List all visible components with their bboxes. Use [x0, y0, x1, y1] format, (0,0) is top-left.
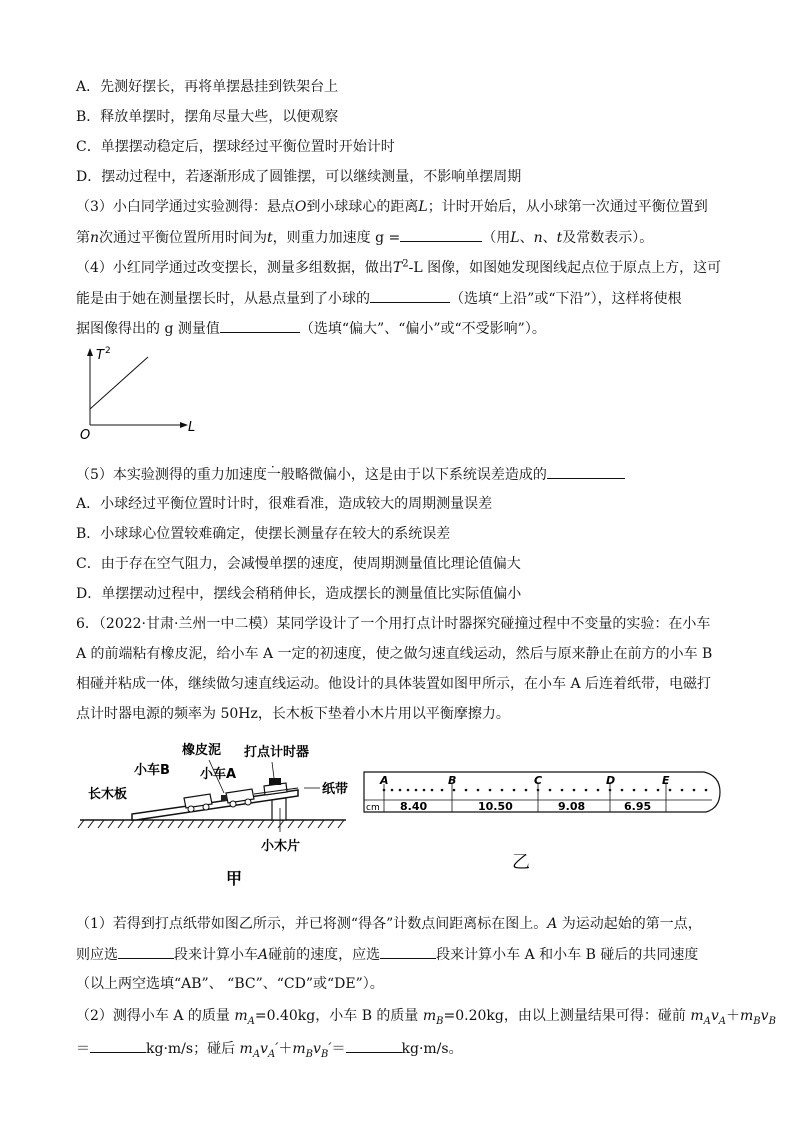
q6-1-text: 则应选: [76, 947, 118, 963]
label-block: 小木片: [261, 839, 301, 854]
point-a: A: [380, 774, 389, 787]
point-c: C: [534, 774, 543, 787]
q6-1-var-a: A: [258, 947, 269, 963]
q4-line1: [76, 258, 721, 278]
q4-line3: [76, 318, 546, 339]
q3-text: 及常数表示）。: [562, 230, 654, 246]
figure-yi: [362, 770, 732, 878]
q6-2-text: kg·m/s；碰后: [146, 1041, 240, 1057]
q4-line2: [76, 288, 682, 309]
x-arrow: [180, 422, 188, 428]
q6-1-text: （1）若得到打点纸带如图乙所示，并已将测“得各”计数点间距离标在图上。: [76, 916, 548, 932]
q5-option-a: A．小球经过平衡位置时计时，很难看准，造成较大的周期测量误差: [76, 496, 493, 512]
momentum-after-b: $m_Bv_B'$: [292, 1041, 332, 1060]
q6-1-line1: [76, 914, 702, 934]
distance-ab: 8.40: [400, 800, 428, 813]
q6-2-text: =0.20kg，由以上测量结果可得：碰前: [443, 1008, 691, 1024]
answer-blank[interactable]: [400, 227, 482, 242]
q5-option-c: C．由于存在空气阻力，会减慢单摆的速度，使周期测量值比理论值偏大: [76, 556, 521, 572]
q3-text: （3）小白同学通过实验测得：悬点: [76, 199, 295, 215]
q4-sup: 2: [402, 258, 409, 270]
q6-1-text: 段来计算小车: [174, 947, 258, 963]
option-a: A．先测好摆长，再将单摆悬挂到铁架台上: [76, 79, 339, 95]
q3-text: （用: [482, 230, 511, 246]
q6-line2: A 的前端粘有橡皮泥，给小车 A 一定的初速度，使之做匀速直线运动，然后与原来静止在前方的小车 B: [76, 646, 713, 662]
q3-var-t: t: [556, 230, 563, 246]
answer-blank[interactable]: [370, 288, 450, 303]
figure-jia: [76, 738, 361, 888]
distance-cd: 9.08: [558, 800, 586, 813]
q6-2-text: ＝: [76, 1041, 90, 1057]
q6-line3: 相碰并粘成一体，继续做匀速直线运动。他设计的具体装置如图甲所示，在小车 A 后连着纸带，电磁打: [76, 676, 712, 692]
q4-text: 据图像得出的 g 测量值: [76, 321, 220, 337]
q6-1-var-a: A: [547, 916, 558, 932]
momentum-before-b: $m_Bv_B$: [740, 1008, 776, 1027]
q3-var-t: t: [267, 230, 273, 246]
point-b: B: [448, 774, 457, 787]
label-tape: 纸带: [322, 782, 349, 797]
q5-option-d: D．单摆摆动过程中，摆线会稍稍伸长，造成摆长的测量值比实际值偏小: [76, 586, 522, 602]
q6-2-text: ＝: [331, 1041, 346, 1057]
q6-2-line2: ＝ kg·m/s；碰后 $m_Av_A'+m_Bv_B'= kg\cdot m/s$。: [76, 1038, 463, 1059]
ground-hatch: [78, 820, 344, 828]
wood-block: [272, 798, 286, 820]
caption-jia: 甲: [226, 869, 243, 888]
y-label: T: [96, 348, 104, 363]
q5-stem: [76, 464, 625, 485]
q4-text: （选填“上沿”或“下沿”），这样将使根: [450, 291, 682, 307]
q3-text: 到小球球心的距离: [306, 199, 419, 215]
label-timer: 打点计时器: [244, 745, 310, 760]
option-b: B．释放单摆时，摆角尽量大些，以便观察: [76, 109, 339, 125]
q3-line2: [76, 227, 653, 248]
answer-blank[interactable]: [547, 464, 625, 479]
q3-var-l: L: [418, 199, 428, 215]
q5-text: 略微偏小，这是由于以下系统误差造成的: [294, 467, 547, 483]
mass-b: $m_B$: [422, 1008, 444, 1027]
q6-1-text: 为运动起始的第一点，: [557, 916, 702, 932]
caption-yi: 乙: [512, 852, 530, 873]
q3-line1: [76, 197, 708, 217]
t2-l-graph: [78, 345, 208, 445]
q5-option-b: B．小球球心位置较难确定，使摆长测量存在较大的系统误差: [76, 526, 451, 542]
label-cart-b: 小车B: [134, 763, 170, 778]
mass-a: $m_A$: [234, 1008, 255, 1027]
q3-text: 、: [542, 230, 557, 246]
graph-line: [90, 357, 148, 409]
label-cart-a: 小车A: [200, 767, 237, 782]
momentum-before: $m_Av_A$: [690, 1008, 727, 1027]
answer-blank[interactable]: [346, 1038, 402, 1053]
q6-line1: 6．（2022·甘肃·兰州一中二模）某同学设计了一个用打点计时器探究碰撞过程中不变量的实验：在小车: [76, 616, 711, 632]
q4-text: （选填“偏大”、“偏小”或“不受影响”）。: [299, 321, 546, 337]
pointer-timer: [272, 762, 274, 778]
answer-blank[interactable]: [380, 944, 436, 959]
q3-text: 第: [76, 230, 90, 246]
momentum-after: $m_Av_A'$: [239, 1041, 279, 1060]
option-d: D．摆动过程中，若逐渐形成了圆锥摆，可以继续测量，不影响单摆周期: [76, 169, 522, 185]
origin-label: O: [80, 428, 91, 443]
q6-2-line1: （2）测得小车 A 的质量 $m_A=0.40kg$，小车 B 的质量 $m_B=0.20kg$，由以上测量结果可得：碰前 $m_Av_A+m_Bv_B$: [76, 1008, 776, 1027]
q6-line4: 点计时器电源的频率为 50Hz，长木板下垫着小木片用以平衡摩擦力。: [76, 706, 510, 722]
q3-var-o: O: [294, 199, 307, 215]
y-label-sup: 2: [105, 346, 111, 356]
q6-2-text: kg·m/s。: [401, 1041, 463, 1057]
label-rubber: 橡皮泥: [182, 743, 222, 758]
point-e: E: [662, 774, 670, 787]
q4-text: 能是由于她在测量摆长时，从悬点量到了小球的: [76, 291, 370, 307]
answer-blank[interactable]: [220, 318, 300, 333]
q5-emphasis: 一般: [266, 467, 295, 483]
x-label: L: [188, 420, 196, 435]
answer-blank[interactable]: [90, 1038, 146, 1053]
q3-text: 次通过平衡位置所用时间为: [99, 230, 268, 246]
q6-1-text: 段来计算小车 A 和小车 B 碰后的共同速度: [436, 947, 699, 963]
y-arrow: [87, 348, 93, 356]
distance-bc: 10.50: [478, 800, 513, 813]
q3-text: ；计时开始后，从小球第一次通过平衡位置到: [427, 199, 708, 215]
distance-de: 6.95: [624, 800, 652, 813]
q6-1-line3: （以上两空选填“AB”、 “BC”、“CD”或“DE”）。: [76, 976, 384, 992]
point-d: D: [606, 774, 616, 787]
option-c: C．单摆摆动稳定后，摆球经过平衡位置时开始计时: [76, 139, 395, 155]
q6-2-text: （2）测得小车 A 的质量: [76, 1008, 235, 1024]
q3-var-l: L: [510, 230, 520, 246]
q6-1-text: 碰前的速度，应选: [268, 947, 381, 963]
rubber-clay: [221, 795, 227, 801]
q3-text: 、: [519, 230, 534, 246]
q5-text: （5）本实验测得的重力加速度: [76, 467, 267, 483]
label-board: 长木板: [88, 787, 128, 802]
q3-text: ，则重力加速度 g =: [272, 230, 401, 246]
q6-2-text: =0.40kg，小车 B 的质量: [254, 1008, 423, 1024]
q4-text: -L 图像，如图她发现图线起点位于原点上方，这可: [408, 260, 722, 276]
q4-text: （4）小红同学通过改变摆长，测量多组数据，做出: [76, 260, 393, 276]
q6-1-line2: [76, 944, 698, 965]
unit-label: cm: [366, 803, 380, 813]
q4-var-t: T: [392, 260, 403, 276]
q3-var-n: n: [533, 230, 543, 246]
q3-var-n: n: [90, 230, 100, 246]
answer-blank[interactable]: [118, 944, 174, 959]
